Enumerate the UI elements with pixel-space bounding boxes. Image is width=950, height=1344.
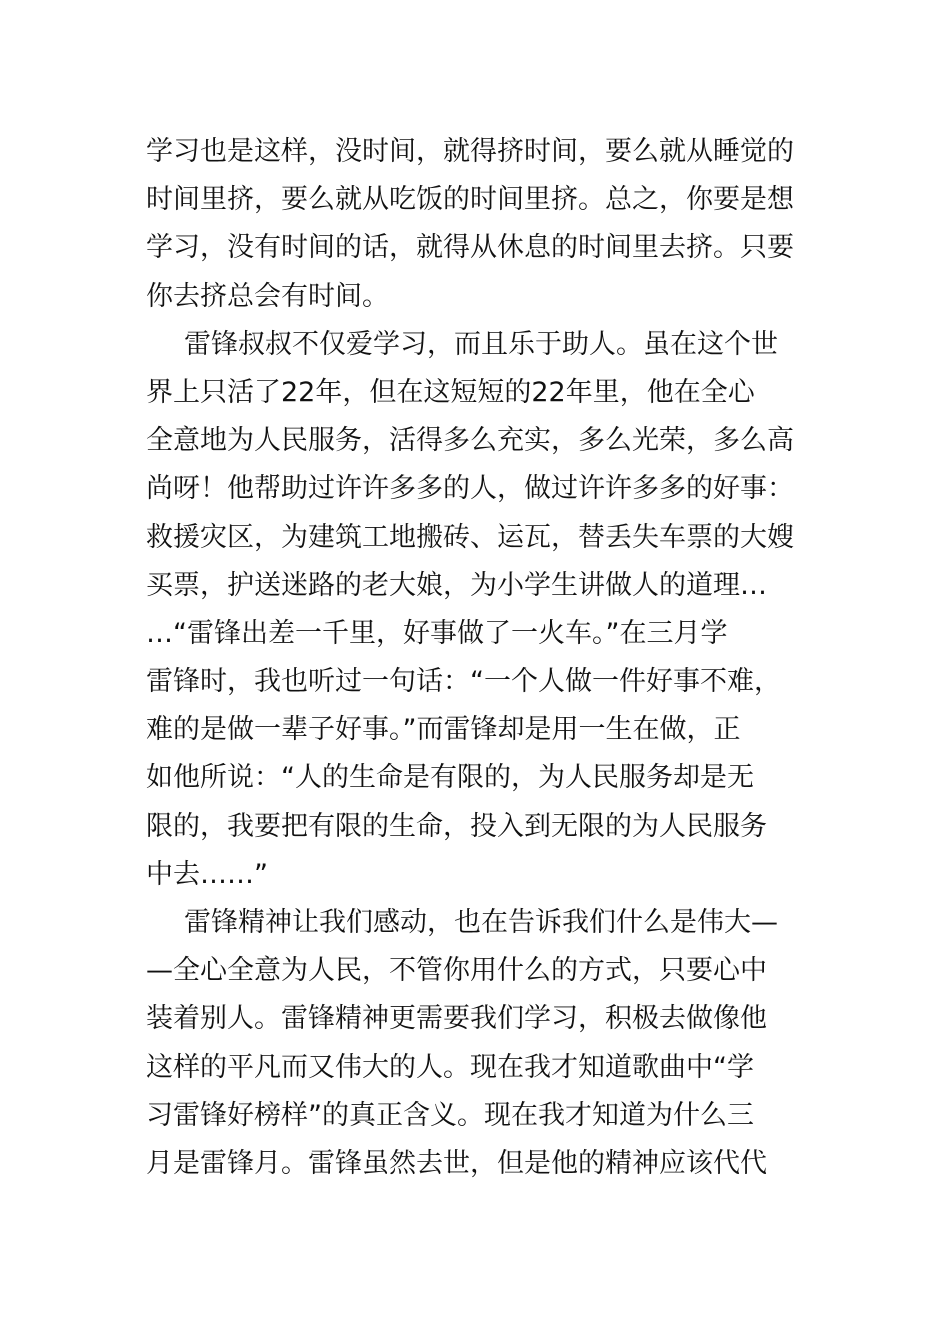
text-line: 限的，我要把有限的生命，投入到无限的为人民服务 (146, 810, 767, 842)
text-line: 学习，没有时间的话，就得从休息的时间里去挤。只要 (146, 232, 794, 264)
text-line: 你去挤总会有时间。 (146, 280, 389, 312)
paragraph-first-line: 雷锋精神让我们感动，也在告诉我们什么是伟大— (184, 907, 778, 938)
text-line: 习雷锋好榜样”的真正含义。现在我才知道为什么三 (146, 1099, 754, 1131)
body-text (146, 128, 826, 1188)
text-line: 雷锋时，我也听过一句话：“一个人做一件好事不难， (146, 666, 781, 698)
text-line: 这样的平凡而又伟大的人。现在我才知道歌曲中“学 (146, 1051, 754, 1083)
text-line: 界上只活了22年，但在这短短的22年里，他在全心 (146, 376, 755, 408)
text-line: —全心全意为人民，不管你用什么的方式，只要心中 (146, 955, 767, 987)
text-line: 难的是做一辈子好事。”而雷锋却是用一生在做，正 (146, 714, 741, 746)
text-line: …“雷锋出差一千里，好事做了一火车。”在三月学 (146, 617, 728, 649)
text-line: 救援灾区，为建筑工地搬砖、运瓦，替丢失车票的大嫂 (146, 521, 794, 553)
text-line: 如他所说：“人的生命是有限的，为人民服务却是无 (146, 762, 754, 794)
text-line: 买票，护送迷路的老大娘，为小学生讲做人的道理… (146, 569, 767, 601)
text-line: 学习也是这样，没时间，就得挤时间，要么就从睡觉的 (146, 136, 794, 167)
text-line: 月是雷锋月。雷锋虽然去世，但是他的精神应该代代 (146, 1147, 767, 1179)
paragraph-first-line: 雷锋叔叔不仅爱学习，而且乐于助人。虽在这个世 (184, 328, 778, 360)
text-line: 全意地为人民服务，活得多么充实，多么光荣，多么高 (146, 425, 794, 457)
text-line: 时间里挤，要么就从吃饭的时间里挤。总之，你要是想 (146, 184, 794, 216)
text-line: 中去……” (146, 858, 268, 890)
text-line: 装着别人。雷锋精神更需要我们学习，积极去做像他 (146, 1003, 767, 1035)
text-line: 尚呀！他帮助过许许多多的人，做过许许多多的好事： (146, 473, 794, 505)
